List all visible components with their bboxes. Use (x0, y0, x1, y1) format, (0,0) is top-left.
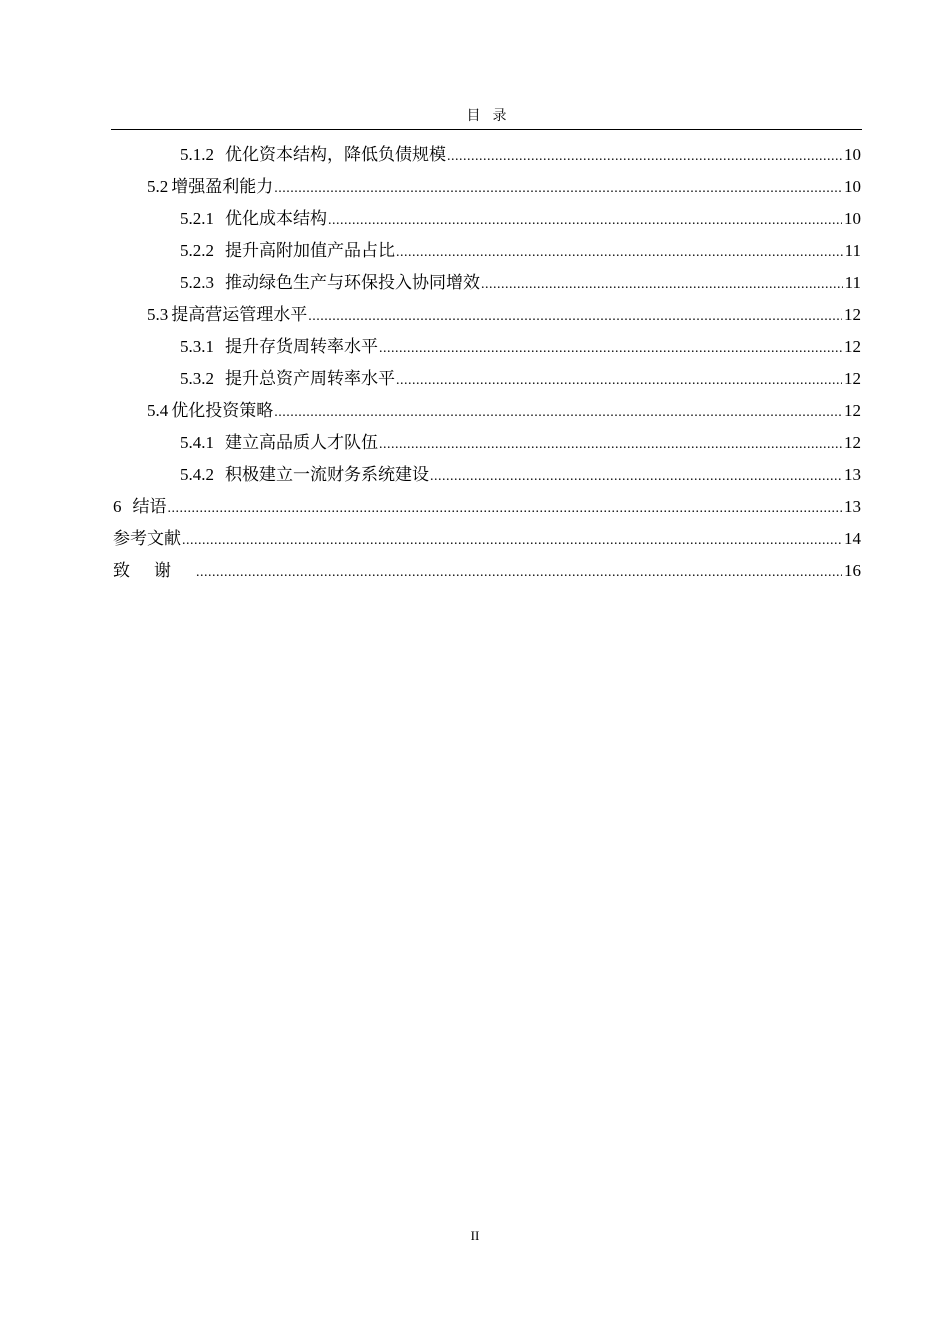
toc-entry-title: 积极建立一流财务系统建设 (225, 465, 429, 484)
page-number: II (470, 1228, 480, 1243)
toc-entry-page: 10 (844, 209, 861, 228)
toc-entry-number: 5.4.1 (180, 433, 214, 452)
toc-entry-page: 10 (844, 145, 861, 164)
toc-dot-leader (196, 561, 842, 584)
toc-entry-acknowledgements[interactable] (113, 559, 861, 591)
toc-entry-number: 6 (113, 497, 122, 516)
toc-entry-5-4[interactable] (113, 399, 861, 431)
toc-entry-label (147, 175, 273, 198)
toc-entry-label (180, 207, 327, 230)
toc-entry-label (180, 463, 429, 486)
toc-dot-leader (308, 305, 842, 328)
toc-entry-6[interactable] (113, 495, 861, 527)
toc-entry-label (147, 303, 307, 326)
toc-entry-number: 5.1.2 (180, 145, 214, 164)
toc-entry-page: 12 (844, 337, 861, 356)
toc-entry-page: 12 (844, 305, 861, 324)
toc-entry-page: 13 (844, 497, 861, 516)
toc-dot-leader (379, 433, 842, 456)
toc-entry-number: 5.4.2 (180, 465, 214, 484)
toc-entry-number: 5.2.3 (180, 273, 214, 292)
table-of-contents (113, 143, 861, 591)
toc-dot-leader (447, 145, 842, 168)
toc-entry-label (180, 239, 395, 262)
toc-entry-title: 提升高附加值产品占比 (225, 241, 395, 260)
toc-entry-number: 5.2.1 (180, 209, 214, 228)
toc-entry-page: 16 (844, 561, 861, 580)
toc-entry-5-2-2[interactable] (113, 239, 861, 271)
toc-entry-references[interactable] (113, 527, 861, 559)
toc-entry-5-4-2[interactable] (113, 463, 861, 495)
toc-entry-number: 5.4 (147, 401, 169, 420)
toc-entry-label (147, 399, 273, 422)
toc-entry-number: 5.3.2 (180, 369, 214, 388)
toc-entry-5-1-2[interactable] (113, 143, 861, 175)
toc-entry-title: 推动绿色生产与环保投入协同增效 (225, 273, 480, 292)
toc-entry-number: 5.3.1 (180, 337, 214, 356)
page-header-title: 目录 (111, 108, 862, 130)
toc-dot-leader (396, 241, 843, 264)
toc-dot-leader (182, 529, 842, 552)
toc-entry-label (180, 367, 395, 390)
toc-entry-page: 12 (844, 369, 861, 388)
toc-entry-label (180, 143, 446, 166)
toc-entry-5-2[interactable] (113, 175, 861, 207)
toc-entry-label (113, 527, 181, 550)
toc-entry-title: 增强盈利能力 (171, 177, 274, 196)
toc-dot-leader (274, 177, 842, 200)
toc-dot-leader (396, 369, 842, 392)
toc-entry-number: 5.2.2 (180, 241, 214, 260)
toc-dot-leader (430, 465, 842, 488)
toc-entry-title: 优化成本结构 (225, 209, 327, 228)
toc-entry-5-4-1[interactable] (113, 431, 861, 463)
toc-entry-title: 提升总资产周转率水平 (225, 369, 395, 388)
toc-entry-5-3-2[interactable] (113, 367, 861, 399)
toc-entry-number: 5.2 (147, 177, 169, 196)
toc-entry-5-3[interactable] (113, 303, 861, 335)
toc-entry-page: 11 (844, 241, 861, 260)
toc-dot-leader (481, 273, 843, 296)
toc-entry-title: 优化资本结构，降低负债规模 (225, 145, 446, 164)
toc-entry-5-3-1[interactable] (113, 335, 861, 367)
toc-entry-title: 参考文献 (113, 529, 181, 548)
toc-entry-title: 提高营运管理水平 (171, 305, 308, 324)
toc-entry-title: 建立高品质人才队伍 (225, 433, 378, 452)
toc-entry-label (113, 495, 167, 518)
toc-entry-title: 结语 (132, 497, 167, 516)
toc-entry-label (113, 559, 195, 582)
toc-dot-leader (274, 401, 842, 424)
toc-entry-page: 12 (844, 401, 861, 420)
toc-entry-title: 提升存货周转率水平 (225, 337, 378, 356)
toc-entry-page: 13 (844, 465, 861, 484)
toc-dot-leader (328, 209, 842, 232)
toc-entry-5-2-1[interactable] (113, 207, 861, 239)
toc-entry-number: 5.3 (147, 305, 169, 324)
toc-entry-5-2-3[interactable] (113, 271, 861, 303)
toc-entry-label (180, 335, 378, 358)
toc-dot-leader (379, 337, 842, 360)
toc-entry-page: 12 (844, 433, 861, 452)
toc-entry-title: 致谢 (113, 561, 195, 580)
toc-dot-leader (168, 497, 843, 520)
toc-entry-page: 14 (844, 529, 861, 548)
toc-entry-page: 10 (844, 177, 861, 196)
toc-entry-label (180, 431, 378, 454)
toc-entry-label (180, 271, 480, 294)
toc-entry-page: 11 (844, 273, 861, 292)
toc-entry-title: 优化投资策略 (171, 401, 274, 420)
